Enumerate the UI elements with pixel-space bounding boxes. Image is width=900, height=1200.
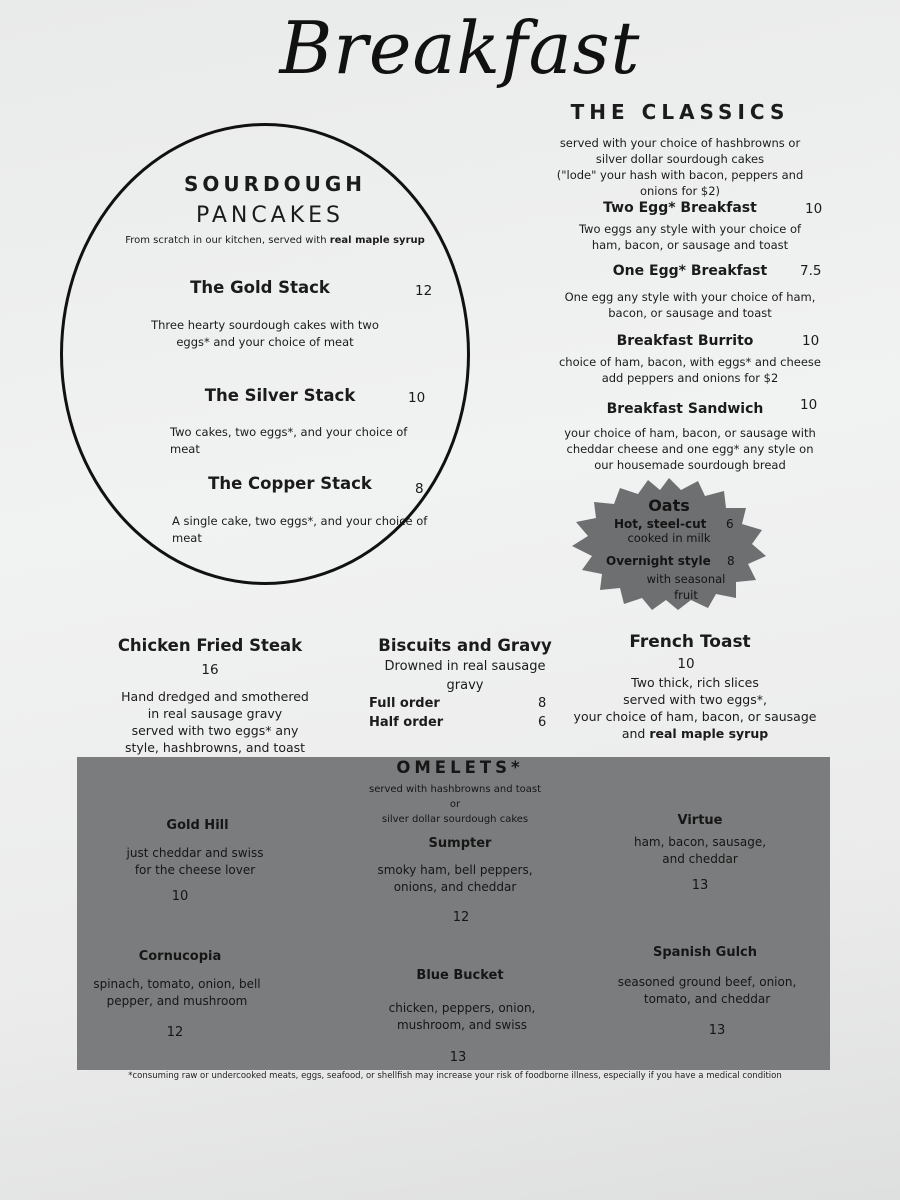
classics-intro	[545, 135, 815, 199]
option-price: 8	[538, 696, 547, 711]
omelet-desc	[72, 976, 282, 1010]
desc-line: Three hearty sourdough cakes with two	[151, 318, 379, 332]
desc-line: for the cheese lover	[134, 863, 256, 877]
desc-line: served with two eggs*,	[623, 692, 767, 707]
omelet-name: Gold Hill	[166, 818, 229, 833]
desc-line: in real sausage gravy	[147, 706, 283, 721]
desc-line: just cheddar and swiss	[126, 846, 264, 860]
omelet-price: 13	[449, 1050, 467, 1065]
desc-line: meat	[172, 531, 202, 545]
omelet-name: Sumpter	[428, 836, 492, 851]
menu-item-name: Biscuits and Gravy	[378, 636, 552, 655]
menu-item-name: The Gold Stack	[190, 278, 330, 297]
desc-line: tomato, and cheddar	[643, 992, 771, 1006]
omelet-price: 10	[171, 889, 189, 904]
oats-heading: Oats	[648, 496, 690, 515]
pancakes-intro-bold: real maple syrup	[329, 235, 425, 246]
desc-line: choice of ham, bacon, with eggs* and cheese	[558, 355, 822, 369]
menu-item-desc	[172, 513, 432, 547]
classics-intro-line: served with your choice of hashbrowns or	[559, 136, 801, 150]
omelet-name: Blue Bucket	[416, 968, 504, 983]
sub-line: served with hashbrowns and toast	[368, 784, 542, 795]
menu-item-desc	[545, 221, 835, 253]
oats-item-price: 8	[727, 554, 735, 568]
omelet-desc	[600, 834, 800, 868]
desc-line: Two eggs any style with your choice of	[578, 222, 802, 236]
menu-item-price: 12	[415, 283, 433, 299]
omelet-name: Virtue	[677, 813, 723, 828]
oats-item-name: Overnight style	[606, 554, 711, 568]
desc-line: ham, bacon, or sausage and toast	[591, 238, 789, 252]
menu-item-desc	[545, 289, 835, 321]
classics-intro-line: ("lode" your hash with bacon, peppers and	[556, 168, 804, 182]
classics-intro-line: onions for $2)	[639, 184, 721, 198]
menu-item-price: 16	[201, 662, 219, 678]
desc-line: cheddar cheese and one egg* any style on	[566, 442, 814, 456]
desc-line: onions, and cheddar	[393, 880, 517, 894]
desc-line: bacon, or sausage and toast	[608, 306, 772, 320]
health-disclaimer: *consuming raw or undercooked meats, eggs, seafood, or shellfish may increase your risk of foodborne illness, especially if you have a medical condition	[128, 1071, 782, 1081]
classics-intro-line: silver dollar sourdough cakes	[595, 152, 765, 166]
menu-item-name: Two Egg* Breakfast	[603, 200, 757, 216]
desc-line: with seasonal	[646, 572, 726, 586]
desc-line: our housemade sourdough bread	[594, 458, 786, 472]
omelet-name: Spanish Gulch	[652, 945, 757, 960]
menu-item-price: 10	[408, 390, 426, 406]
oats-badge	[566, 476, 772, 612]
desc-line: your choice of ham, bacon, or sausage with	[564, 426, 816, 440]
omelet-price: 12	[166, 1025, 184, 1040]
desc-line: pepper, and mushroom	[106, 994, 248, 1008]
desc-line: spinach, tomato, onion, bell	[93, 977, 261, 991]
omelets-subheading	[330, 782, 580, 827]
menu-item-price: 8	[415, 481, 424, 497]
menu-item-name: The Silver Stack	[204, 386, 356, 405]
desc-line: fruit	[674, 588, 698, 602]
menu-item-price: 10	[805, 201, 823, 217]
desc-line: meat	[170, 442, 200, 456]
sub-line: silver dollar sourdough cakes	[381, 814, 529, 825]
oats-item-desc: cooked in milk	[627, 531, 711, 545]
option-price: 6	[538, 715, 547, 730]
menu-item-name: French Toast	[629, 632, 751, 652]
omelet-desc	[345, 862, 565, 896]
omelet-name: Cornucopia	[138, 949, 222, 964]
menu-item-price: 7.5	[800, 263, 822, 279]
menu-item-name: One Egg* Breakfast	[612, 263, 768, 279]
desc-line: add peppers and onions for $2	[601, 371, 779, 385]
menu-item-price: 10	[800, 397, 818, 413]
menu-item-name: Breakfast Sandwich	[606, 401, 764, 417]
desc-line: style, hashbrowns, and toast	[124, 740, 306, 755]
pancakes-heading-line2: PANCAKES	[195, 203, 345, 228]
menu-item-desc	[545, 354, 835, 386]
omelet-price: 12	[452, 910, 470, 925]
oats-item-price: 6	[726, 517, 734, 531]
menu-item-name: The Copper Stack	[208, 474, 372, 493]
pancakes-intro-text: From scratch in our kitchen, served with	[125, 235, 330, 246]
desc-line: chicken, peppers, onion,	[388, 1001, 536, 1015]
desc-text: and	[621, 726, 650, 741]
menu-item-name: Breakfast Burrito	[616, 333, 754, 349]
option-label: Half order	[369, 715, 444, 730]
desc-line: gravy	[446, 678, 484, 693]
omelets-heading: OMELETS*	[396, 758, 524, 777]
classics-heading: THE CLASSICS	[570, 100, 790, 124]
menu-title: Breakfast	[279, 6, 641, 90]
menu-item-desc	[95, 688, 335, 756]
menu-item-price: 10	[677, 656, 695, 672]
menu-item-desc	[560, 674, 830, 742]
desc-line: Two thick, rich slices	[631, 675, 759, 690]
desc-line	[560, 725, 830, 742]
desc-line: smoky ham, bell peppers,	[377, 863, 533, 877]
desc-line: your choice of ham, bacon, or sausage	[573, 709, 817, 724]
desc-line: eggs* and your choice of meat	[176, 335, 354, 349]
desc-line: seasoned ground beef, onion,	[617, 975, 797, 989]
menu-item-name: Chicken Fried Steak	[117, 636, 303, 655]
oats-item-desc	[566, 571, 806, 603]
desc-line: Hand dredged and smothered	[121, 689, 309, 704]
desc-line: ham, bacon, sausage,	[633, 835, 767, 849]
sub-line: or	[449, 799, 461, 810]
desc-line: Two cakes, two eggs*, and your choice of	[170, 425, 408, 439]
pancakes-intro	[100, 235, 450, 246]
menu-item-desc	[545, 425, 835, 473]
omelet-desc	[592, 974, 822, 1008]
desc-line: mushroom, and swiss	[396, 1018, 528, 1032]
desc-line: A single cake, two eggs*, and your choice of	[172, 514, 428, 528]
desc-line: Drowned in real sausage	[384, 659, 546, 674]
desc-line: One egg any style with your choice of ham,	[564, 290, 816, 304]
option-label: Full order	[369, 696, 440, 711]
menu-item-desc	[355, 657, 575, 695]
desc-bold: real maple syrup	[649, 726, 769, 741]
menu-item-desc	[170, 424, 410, 458]
omelet-desc	[85, 845, 305, 879]
desc-line: served with two eggs* any	[131, 723, 299, 738]
menu-item-price: 10	[802, 333, 820, 349]
desc-line: and cheddar	[662, 852, 738, 866]
omelet-price: 13	[708, 1023, 726, 1038]
pancakes-heading-line1: SOURDOUGH	[183, 172, 367, 196]
oats-item-name: Hot, steel-cut	[614, 517, 707, 531]
omelet-desc	[352, 1000, 572, 1034]
menu-item-desc	[150, 317, 380, 351]
omelet-price: 13	[691, 878, 709, 893]
